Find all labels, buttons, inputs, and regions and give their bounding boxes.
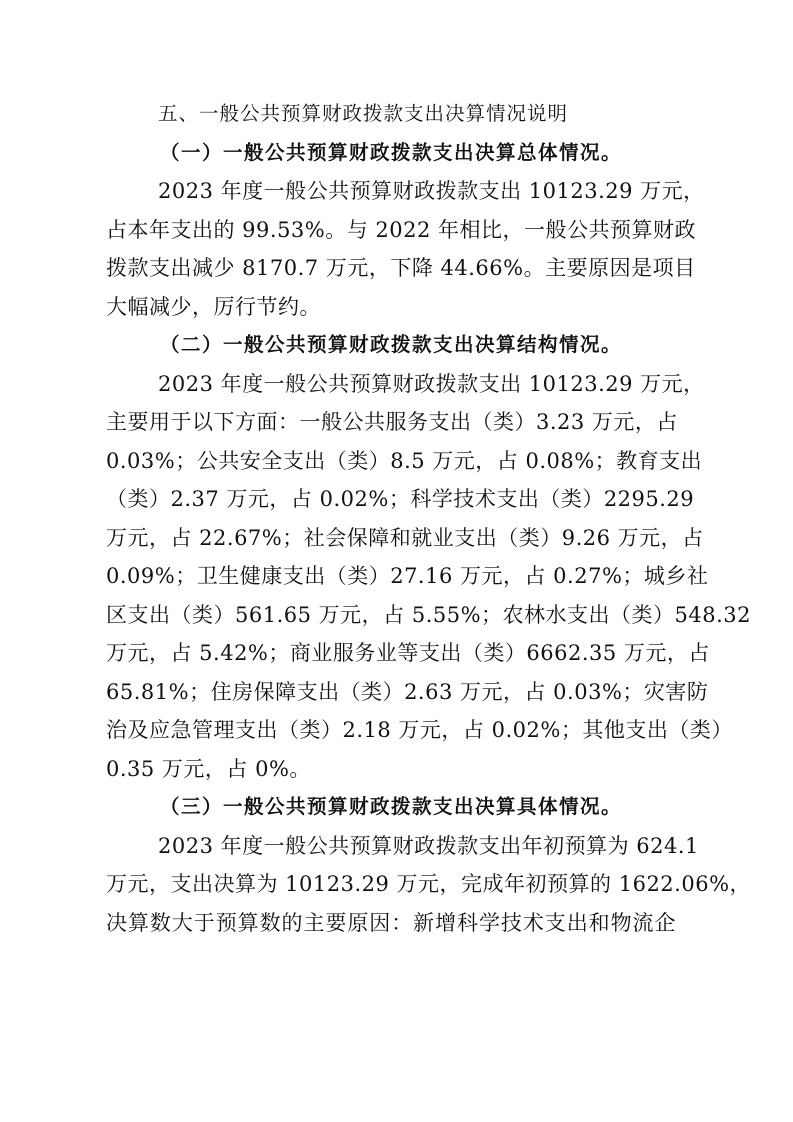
paragraph-line: 占本年支出的 99.53%。与 2022 年相比，一般公共预算财政 [106,217,697,242]
paragraph-line: 主要用于以下方面：一般公共服务支出（类）3.23 万元，占 [106,410,678,434]
paragraph-line: 0.35 万元，占 0%。 [106,756,311,781]
paragraph-line: 治及应急管理支出（类）2.18 万元，占 0.02%；其他支出（类） [106,718,733,742]
paragraph-line: 拨款支出减少 8170.7 万元，下降 44.66%。主要原因是项目 [106,256,696,280]
document-content [106,95,752,942]
paragraph-line: 2023 年度一般公共预算财政拨款支出 10123.29 万元， [158,371,705,396]
subsection-heading-1: （一）一般公共预算财政拨款支出决算总体情况。 [160,140,623,164]
paragraph-line: 万元，支出决算为 10123.29 万元，完成年初预算的 1622.06%， [106,872,752,896]
paragraph-line: 0.09%；卫生健康支出（类）27.16 万元，占 0.27%；城乡社 [106,564,709,588]
paragraph-line: 万元，占 22.67%；社会保障和就业支出（类）9.26 万元，占 [106,525,704,550]
paragraph-line: 大幅减少，厉行节约。 [106,294,321,319]
subsection-heading-2: （二）一般公共预算财政拨款支出决算结构情况。 [160,333,623,356]
paragraph-line: 2023 年度一般公共预算财政拨款支出 10123.29 万元， [158,179,705,203]
subsection-heading-3: （三）一般公共预算财政拨款支出决算具体情况。 [160,795,623,818]
paragraph-line: （类）2.37 万元，占 0.02%；科学技术支出（类）2295.29 [106,487,695,511]
paragraph-line: 决算数大于预算数的主要原因：新增科学技术支出和物流企 [106,910,676,935]
paragraph-line: 2023 年度一般公共预算财政拨款支出年初预算为 624.1 [158,833,699,858]
paragraph-line: 65.81%；住房保障支出（类）2.63 万元，占 0.03%；灾害防 [106,679,709,704]
paragraph-line: 区支出（类）561.65 万元，占 5.55%；农林水支出（类）548.32 [106,602,752,627]
section-title: 五、一般公共预算财政拨款支出决算情况说明 [158,102,569,125]
paragraph-line: 0.03%；公共安全支出（类）8.5 万元，占 0.08%；教育支出 [106,448,703,473]
paragraph-line: 万元，占 5.42%；商业服务业等支出（类）6662.35 万元，占 [106,641,710,665]
